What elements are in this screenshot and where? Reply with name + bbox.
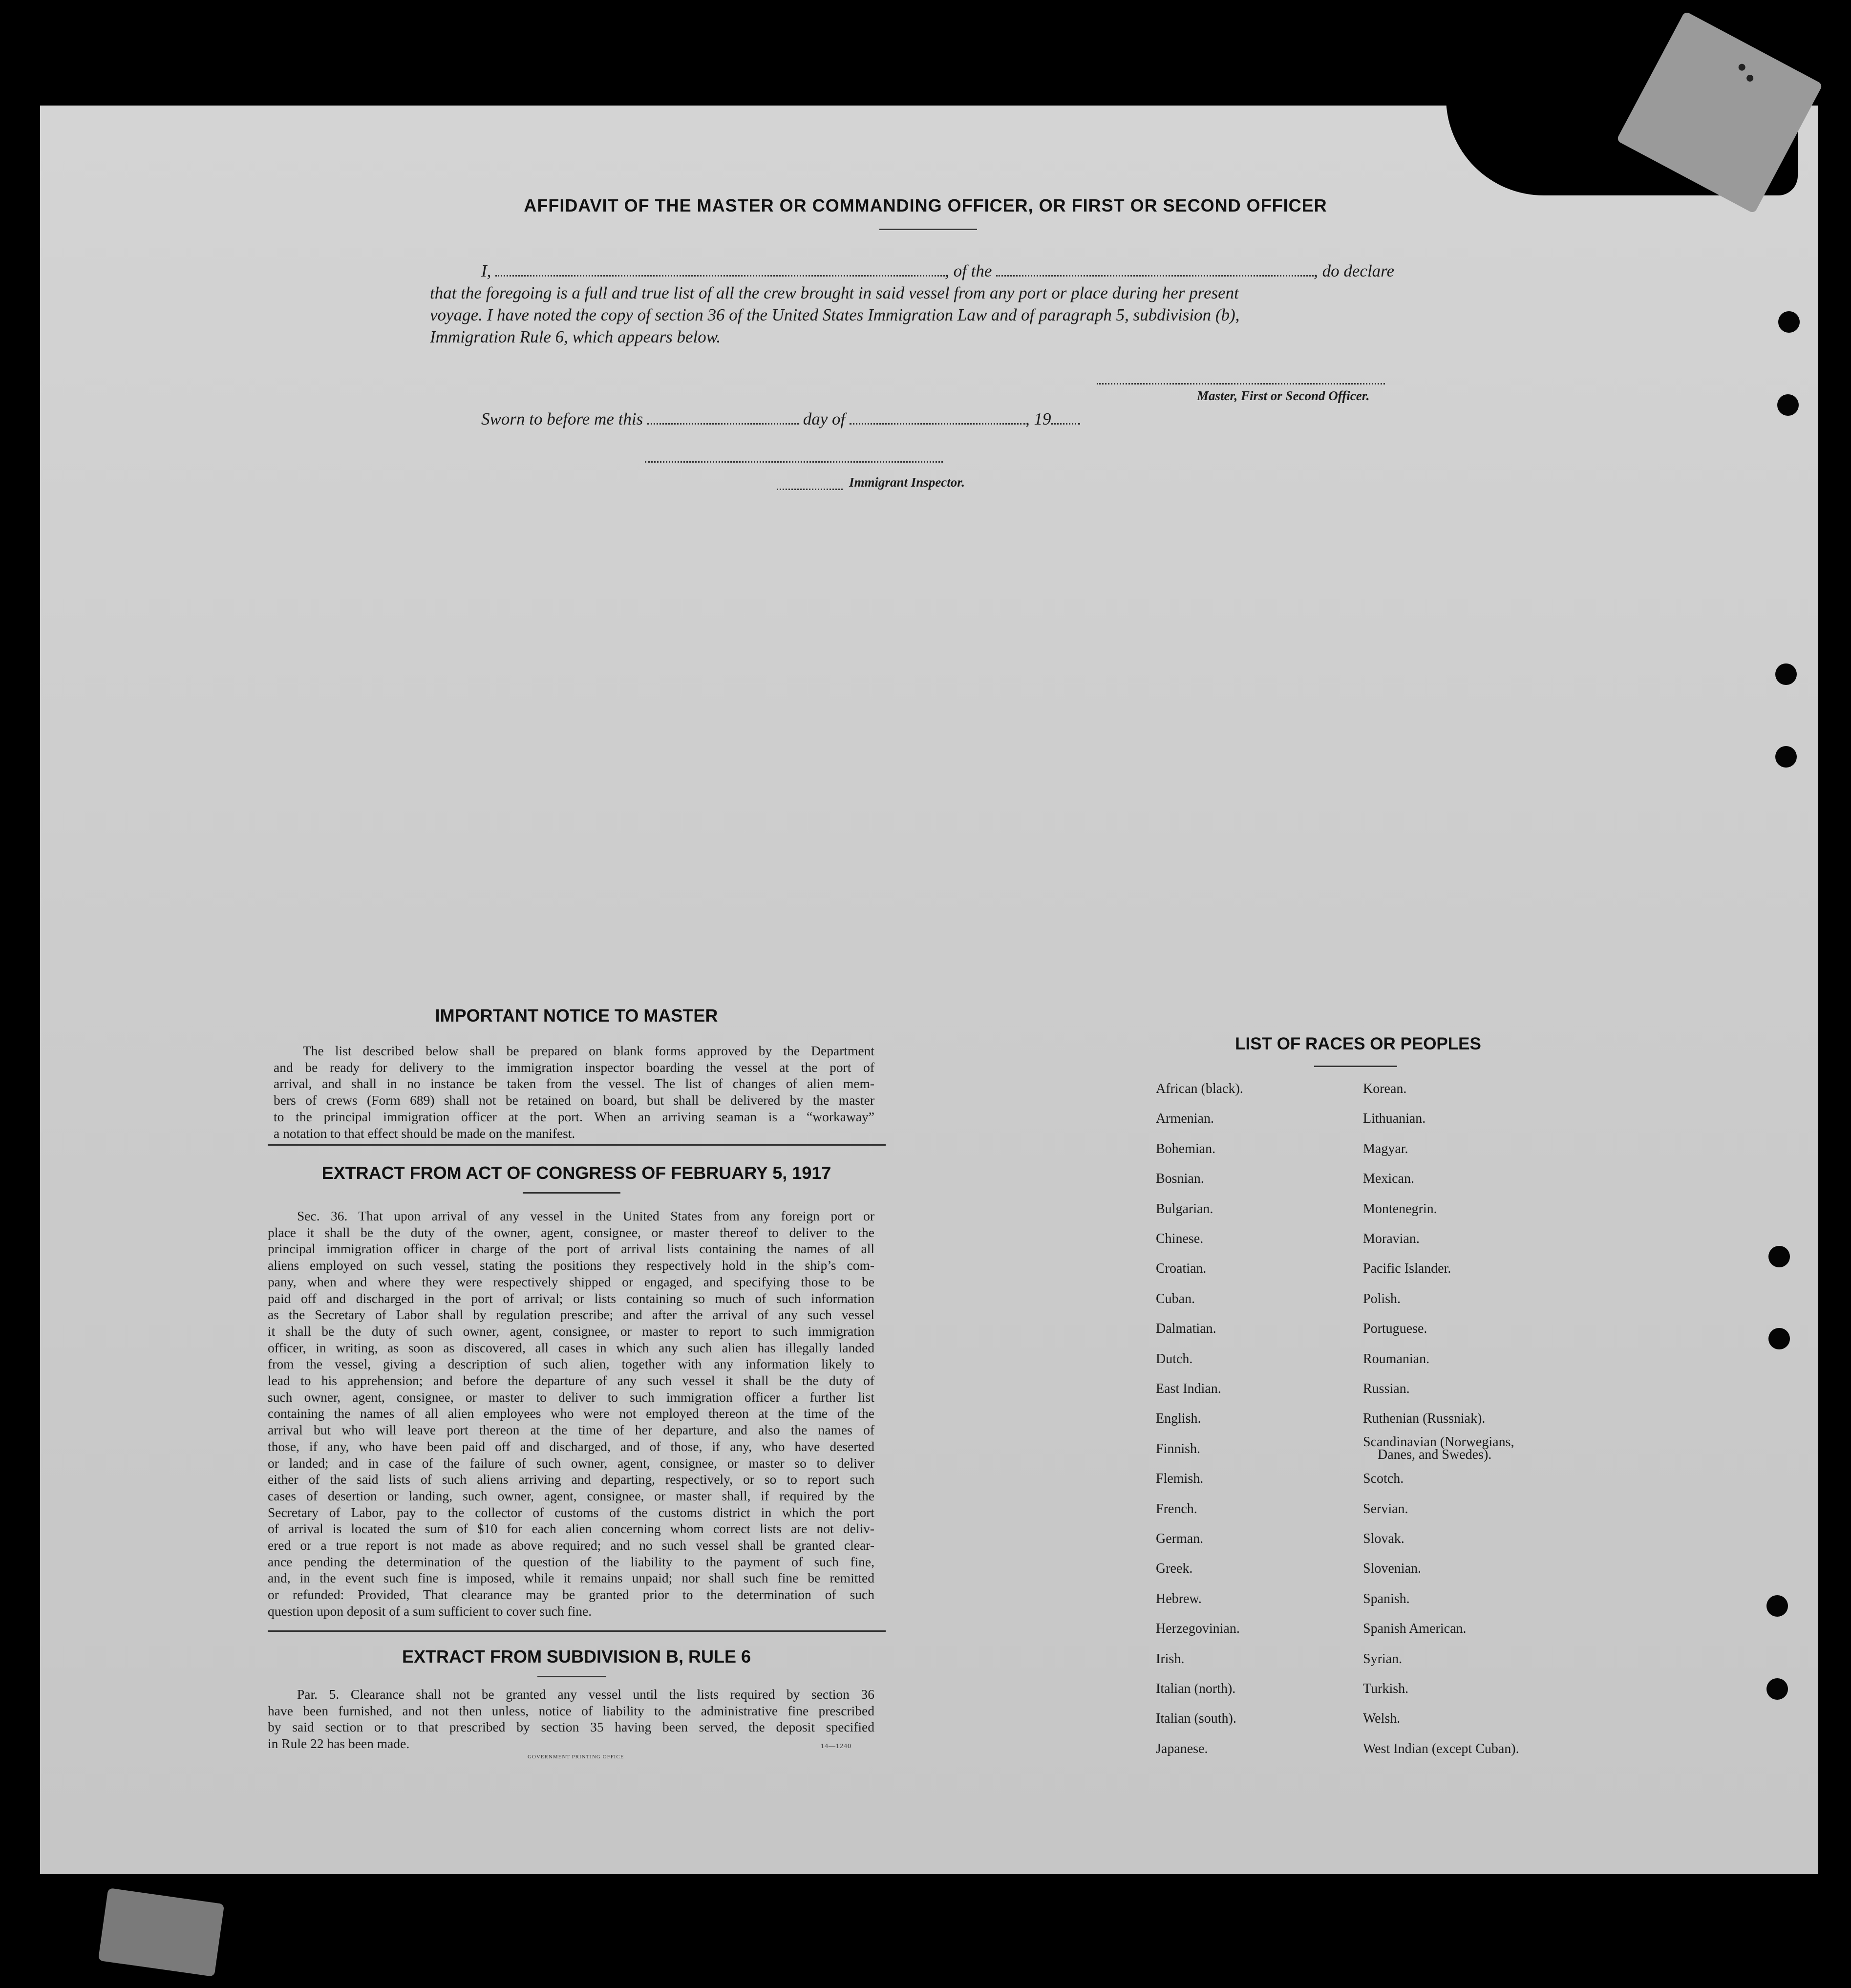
binder-hole — [1777, 394, 1799, 416]
race-item: Spanish American. — [1363, 1621, 1467, 1637]
race-item: Servian. — [1363, 1501, 1408, 1517]
affidavit-line-4: Immigration Rule 6, which appears below. — [430, 327, 721, 346]
act-rule — [268, 1630, 886, 1632]
race-item: Slovak. — [1363, 1531, 1404, 1546]
race-item: Russian. — [1363, 1381, 1410, 1396]
act-title-rule — [523, 1192, 620, 1194]
act-line: from the vessel, giving a description of such alien, together with any information likely to — [268, 1356, 874, 1372]
race-item: Armenian. — [1156, 1111, 1214, 1127]
rule-paragraph — [268, 1686, 874, 1752]
act-title: EXTRACT FROM ACT OF CONGRESS OF FEBRUARY 5, 1917 — [321, 1163, 831, 1183]
race-item: Spanish. — [1363, 1591, 1410, 1606]
sworn-text: Sworn to before me this — [481, 409, 643, 428]
races-title: LIST OF RACES OR PEOPLES — [1235, 1034, 1481, 1053]
race-item: Moravian. — [1363, 1231, 1420, 1246]
act-line: Secretary of Labor, pay to the collector of customs of the customs district in which the port — [268, 1504, 874, 1520]
notice-title: IMPORTANT NOTICE TO MASTER — [435, 1005, 718, 1026]
act-line: as the Secretary of Labor shall by regulation prescribe; and after the arrival of any such vessel — [268, 1307, 874, 1323]
race-item: Polish. — [1363, 1291, 1401, 1306]
notice-line: a notation to that effect should be made on the manifest. — [274, 1125, 575, 1141]
rule-line: Par. 5. Clearance shall not be granted any vessel until the lists required by section 36 — [297, 1687, 874, 1702]
inspector-signature-line-short — [777, 487, 843, 490]
rule-line: in Rule 22 has been made. — [268, 1736, 410, 1752]
binder-hole — [1778, 311, 1800, 333]
binder-hole — [1766, 1595, 1788, 1617]
race-item: Roumanian. — [1363, 1351, 1430, 1367]
notice-line: and be ready for delivery to the immigration inspector boarding the vessel at the port of — [274, 1059, 874, 1075]
notice-paragraph — [274, 1043, 874, 1141]
notice-line: to the principal immigration officer at the port. When an arriving seaman is a “workaway” — [274, 1109, 874, 1124]
act-line: arrival but who will leave port thereon at the time of her departure, and also the names of — [268, 1422, 874, 1438]
race-item: Bohemian. — [1156, 1141, 1216, 1156]
race-item: Dalmatian. — [1156, 1321, 1216, 1337]
master-signature-label: Master, First or Second Officer. — [1197, 388, 1370, 403]
race-item: Slovenian. — [1363, 1561, 1421, 1577]
act-line: lead to his apprehension; and before the departure of any such vessel it shall be the duty of — [268, 1373, 874, 1389]
race-item: Japanese. — [1156, 1741, 1208, 1756]
notice-line: arrival, and shall in no instance be taken from the vessel. The list of changes of alien mem- — [274, 1076, 874, 1091]
race-item: East Indian. — [1156, 1381, 1221, 1396]
race-item: Cuban. — [1156, 1291, 1195, 1306]
paper-scrap — [98, 1888, 225, 1977]
day-blank — [647, 413, 799, 425]
race-item: Greek. — [1156, 1561, 1193, 1577]
race-item: Finnish. — [1156, 1441, 1201, 1456]
act-line: such owner, agent, consignee, or master to deliver to such immigration officer a further list — [268, 1389, 874, 1405]
act-line: either of the said lists of such aliens arriving and departing, respectively, or so to report such — [268, 1472, 874, 1487]
act-line: principal immigration officer in charge of the port of arrival lists containing the names of all — [268, 1241, 874, 1257]
master-signature-line — [1097, 381, 1385, 385]
binder-hole — [1775, 663, 1797, 685]
race-item: Irish. — [1156, 1651, 1185, 1667]
rule-title-rule — [537, 1676, 606, 1677]
name-blank — [495, 265, 945, 277]
race-item: African (black). — [1156, 1081, 1243, 1096]
race-item: Croatian. — [1156, 1261, 1207, 1277]
binder-hole — [1768, 1246, 1790, 1267]
act-line: paid off and discharged in the port of arrival; or lists containing so much of such information — [268, 1290, 874, 1306]
race-item: Pacific Islander. — [1363, 1261, 1451, 1277]
notice-line: The list described below shall be prepared on blank forms approved by the Department — [303, 1043, 874, 1058]
race-item: Bulgarian. — [1156, 1201, 1213, 1217]
notice-line: bers of crews (Form 689) shall not be retained on board, but shall be delivered by the master — [274, 1092, 874, 1108]
form-number: 14—1240 — [821, 1743, 851, 1750]
affidavit-i: I, — [481, 261, 491, 280]
affidavit-of-the: , of the — [945, 261, 992, 280]
race-item: Ruthenian (Russniak). — [1363, 1411, 1486, 1427]
race-item: Flemish. — [1156, 1471, 1204, 1487]
race-item: West Indian (except Cuban). — [1363, 1741, 1519, 1756]
act-line: officer, in writing, as soon as discovered, all cases in which any such alien has illegally landed — [268, 1340, 874, 1355]
race-item: Lithuanian. — [1363, 1111, 1426, 1127]
year-text: , 19 — [1025, 409, 1051, 428]
race-item: Bosnian. — [1156, 1171, 1204, 1187]
rule-line: by said section or to that prescribed by section 35 having been served, the deposit specified — [268, 1719, 874, 1735]
day-of-text: day of — [803, 409, 846, 428]
race-item: Korean. — [1363, 1081, 1407, 1096]
affidavit-title: AFFIDAVIT OF THE MASTER OR COMMANDING OFFICER, OR FIRST OR SECOND OFFICER — [524, 195, 1327, 215]
month-blank — [850, 413, 1025, 425]
race-item: Magyar. — [1363, 1141, 1408, 1156]
sworn-line — [481, 409, 1080, 429]
act-line: those, if any, who have been paid off and discharged, and of those, if any, who have deserted — [268, 1438, 874, 1454]
act-line: ered or a true report is not made as above required; and no such vessel shall be granted clear- — [268, 1538, 874, 1553]
race-item: Italian (north). — [1156, 1681, 1236, 1696]
act-paragraph — [268, 1208, 874, 1620]
inspector-signature-line — [645, 459, 943, 463]
act-line: or refunded: Provided, That clearance may be granted prior to the determination of such — [268, 1587, 874, 1603]
race-item: Syrian. — [1363, 1651, 1403, 1667]
race-item: Scandinavian (Norwegians, — [1363, 1434, 1514, 1450]
printer-imprint: GOVERNMENT PRINTING OFFICE — [528, 1754, 624, 1760]
race-item: Hebrew. — [1156, 1591, 1202, 1606]
act-line: place it shall be the duty of the owner, agent, consignee, or master thereof to deliver to the — [268, 1224, 874, 1240]
act-line: question upon deposit of a sum sufficient to cover such fine. — [268, 1603, 592, 1619]
race-item-continued: Danes, and Swedes). — [1378, 1447, 1492, 1462]
race-item: Turkish. — [1363, 1681, 1409, 1696]
act-line: and, in the event such fine is imposed, while it remains unpaid; nor shall such fine be remitted — [268, 1570, 874, 1586]
act-line: it shall be the duty of such owner, agent, consignee, or master to report to such immigration — [268, 1323, 874, 1339]
vessel-blank — [996, 265, 1314, 277]
binder-hole — [1775, 746, 1797, 768]
act-line: ance pending the determination of the question of the liability to the payment of such fine, — [268, 1554, 874, 1569]
binder-hole — [1768, 1328, 1790, 1349]
act-line: aliens employed on such vessel, stating the positions they respectively hold in the ship’s com- — [268, 1258, 874, 1273]
race-item: Mexican. — [1363, 1171, 1414, 1187]
rule-line: have been furnished, and not then unless, notice of liability to the administrative fine prescribed — [268, 1703, 874, 1718]
race-item: Scotch. — [1363, 1471, 1404, 1487]
act-line: of arrival is located the sum of $10 for each alien concerning whom correct lists are not deliv- — [268, 1521, 874, 1537]
race-item: Montenegrin. — [1363, 1201, 1437, 1217]
race-item: Herzegovinian. — [1156, 1621, 1240, 1637]
race-item: English. — [1156, 1411, 1201, 1427]
act-line: cases of desertion or landing, such owner, agent, consignee, or master shall, if required by the — [268, 1488, 874, 1503]
affidavit-line-1 — [481, 261, 1394, 281]
year-blank — [1051, 413, 1080, 425]
race-item: Italian (south). — [1156, 1711, 1236, 1727]
affidavit-line-3: voyage. I have noted the copy of section 36 of the United States Immigration Law and of paragraph 5, subdivision (b), — [430, 305, 1240, 324]
inspector-signature-label: Immigrant Inspector. — [849, 475, 965, 490]
rule-title: EXTRACT FROM SUBDIVISION B, RULE 6 — [402, 1646, 751, 1667]
race-item: Portuguese. — [1363, 1321, 1427, 1337]
act-line: Sec. 36. That upon arrival of any vessel in the United States from any foreign port or — [297, 1208, 874, 1223]
race-item: Chinese. — [1156, 1231, 1204, 1246]
act-line: pany, when and where they were respectively shipped or engaged, and specifying those to be — [268, 1274, 874, 1289]
act-line: or landed; and in case of the failure of such owner, agent, consignee, or master so to deliver — [268, 1455, 874, 1471]
race-item: German. — [1156, 1531, 1204, 1546]
race-item: French. — [1156, 1501, 1197, 1517]
notice-rule — [268, 1144, 886, 1146]
title-rule — [879, 229, 977, 230]
affidavit-line-2: that the foregoing is a full and true list of all the crew brought in said vessel from any port or place during her present — [430, 283, 1239, 302]
affidavit-declare: , do declare — [1314, 261, 1395, 280]
races-title-rule — [1314, 1066, 1397, 1067]
race-item: Dutch. — [1156, 1351, 1193, 1367]
race-item: Welsh. — [1363, 1711, 1401, 1727]
act-line: containing the names of all alien employees who were not employed thereon at the time of the — [268, 1406, 874, 1421]
binder-hole — [1766, 1678, 1788, 1700]
